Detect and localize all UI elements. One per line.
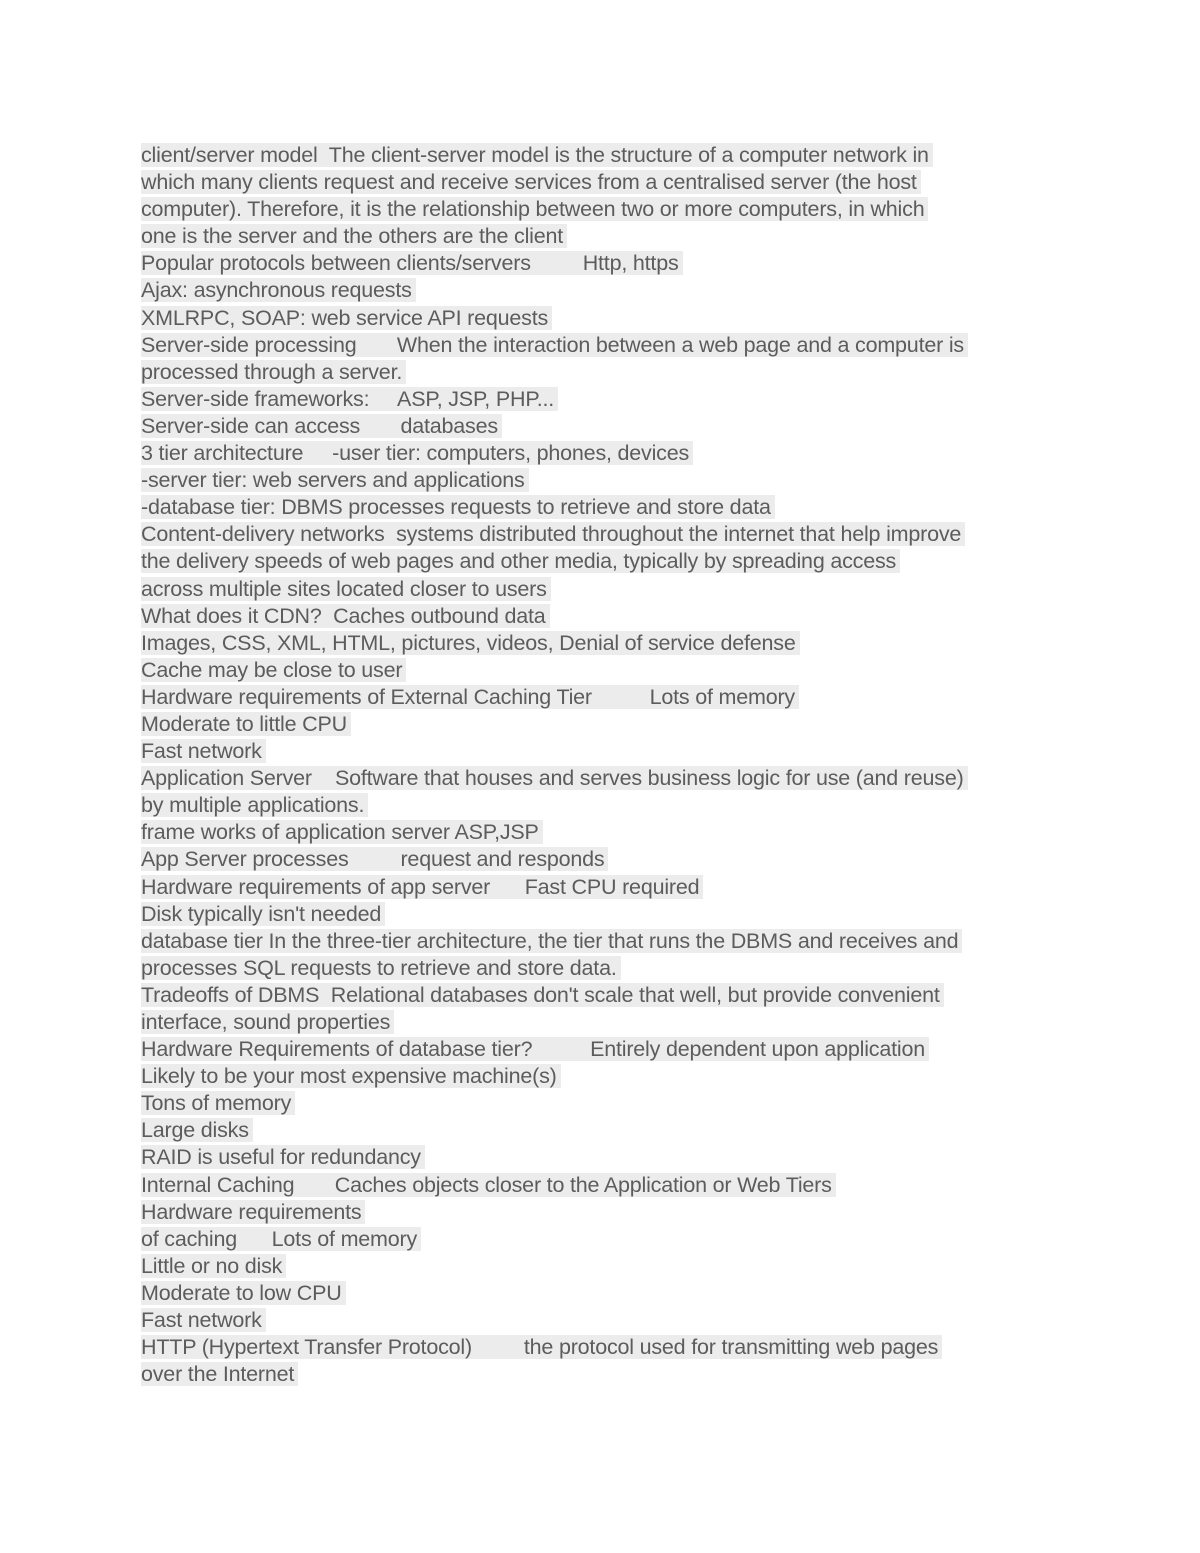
text-line: processes SQL requests to retrieve and store data. [141,955,1071,982]
text-line: Moderate to low CPU [141,1280,1071,1307]
text-line: Server-side can access databases [141,413,1071,440]
text-line: Server-side frameworks: ASP, JSP, PHP... [141,386,1071,413]
text-line: client/server model The client-server model is the structure of a computer network in [141,142,1071,169]
text-line: Hardware requirements [141,1199,1071,1226]
text-line: Disk typically isn't needed [141,901,1071,928]
text-line: Fast network [141,738,1071,765]
text-line: Likely to be your most expensive machine(s) [141,1063,1071,1090]
text-line: Images, CSS, XML, HTML, pictures, videos, Denial of service defense [141,630,1071,657]
text-line: What does it CDN? Caches outbound data [141,603,1071,630]
text-line: 3 tier architecture -user tier: computers, phones, devices [141,440,1071,467]
text-line: Internal Caching Caches objects closer to the Application or Web Tiers [141,1172,1071,1199]
text-line: which many clients request and receive services from a centralised server (the host [141,169,1071,196]
text-line: over the Internet [141,1361,1071,1388]
text-line: Hardware requirements of External Caching Tier Lots of memory [141,684,1071,711]
text-line: Application Server Software that houses and serves business logic for use (and reuse) [141,765,1071,792]
text-line: the delivery speeds of web pages and other media, typically by spreading access [141,548,1071,575]
text-line: Fast network [141,1307,1071,1334]
text-line: computer). Therefore, it is the relationship between two or more computers, in which [141,196,1071,223]
text-line: Server-side processing When the interaction between a web page and a computer is [141,332,1071,359]
text-line: interface, sound properties [141,1009,1071,1036]
text-line: Popular protocols between clients/servers Http, https [141,250,1071,277]
text-line: Moderate to little CPU [141,711,1071,738]
text-line: XMLRPC, SOAP: web service API requests [141,305,1071,332]
text-line: Cache may be close to user [141,657,1071,684]
text-line: Tons of memory [141,1090,1071,1117]
text-line: App Server processes request and responds [141,846,1071,873]
document-text [141,142,1071,1388]
text-line: frame works of application server ASP,JSP [141,819,1071,846]
text-line: by multiple applications. [141,792,1071,819]
text-line: Little or no disk [141,1253,1071,1280]
text-line: -server tier: web servers and applications [141,467,1071,494]
text-line: one is the server and the others are the client [141,223,1071,250]
text-line: HTTP (Hypertext Transfer Protocol) the protocol used for transmitting web pages [141,1334,1071,1361]
text-line: Hardware Requirements of database tier? Entirely dependent upon application [141,1036,1071,1063]
text-line: Hardware requirements of app server Fast CPU required [141,874,1071,901]
text-line: Large disks [141,1117,1071,1144]
text-line: across multiple sites located closer to users [141,576,1071,603]
text-line: Tradeoffs of DBMS Relational databases don't scale that well, but provide convenient [141,982,1071,1009]
text-line: of caching Lots of memory [141,1226,1071,1253]
text-line: -database tier: DBMS processes requests to retrieve and store data [141,494,1071,521]
text-line: Content-delivery networks systems distributed throughout the internet that help improve [141,521,1071,548]
text-line: database tier In the three-tier architecture, the tier that runs the DBMS and receives and [141,928,1071,955]
text-line: processed through a server. [141,359,1071,386]
text-line: Ajax: asynchronous requests [141,277,1071,304]
text-line: RAID is useful for redundancy [141,1144,1071,1171]
